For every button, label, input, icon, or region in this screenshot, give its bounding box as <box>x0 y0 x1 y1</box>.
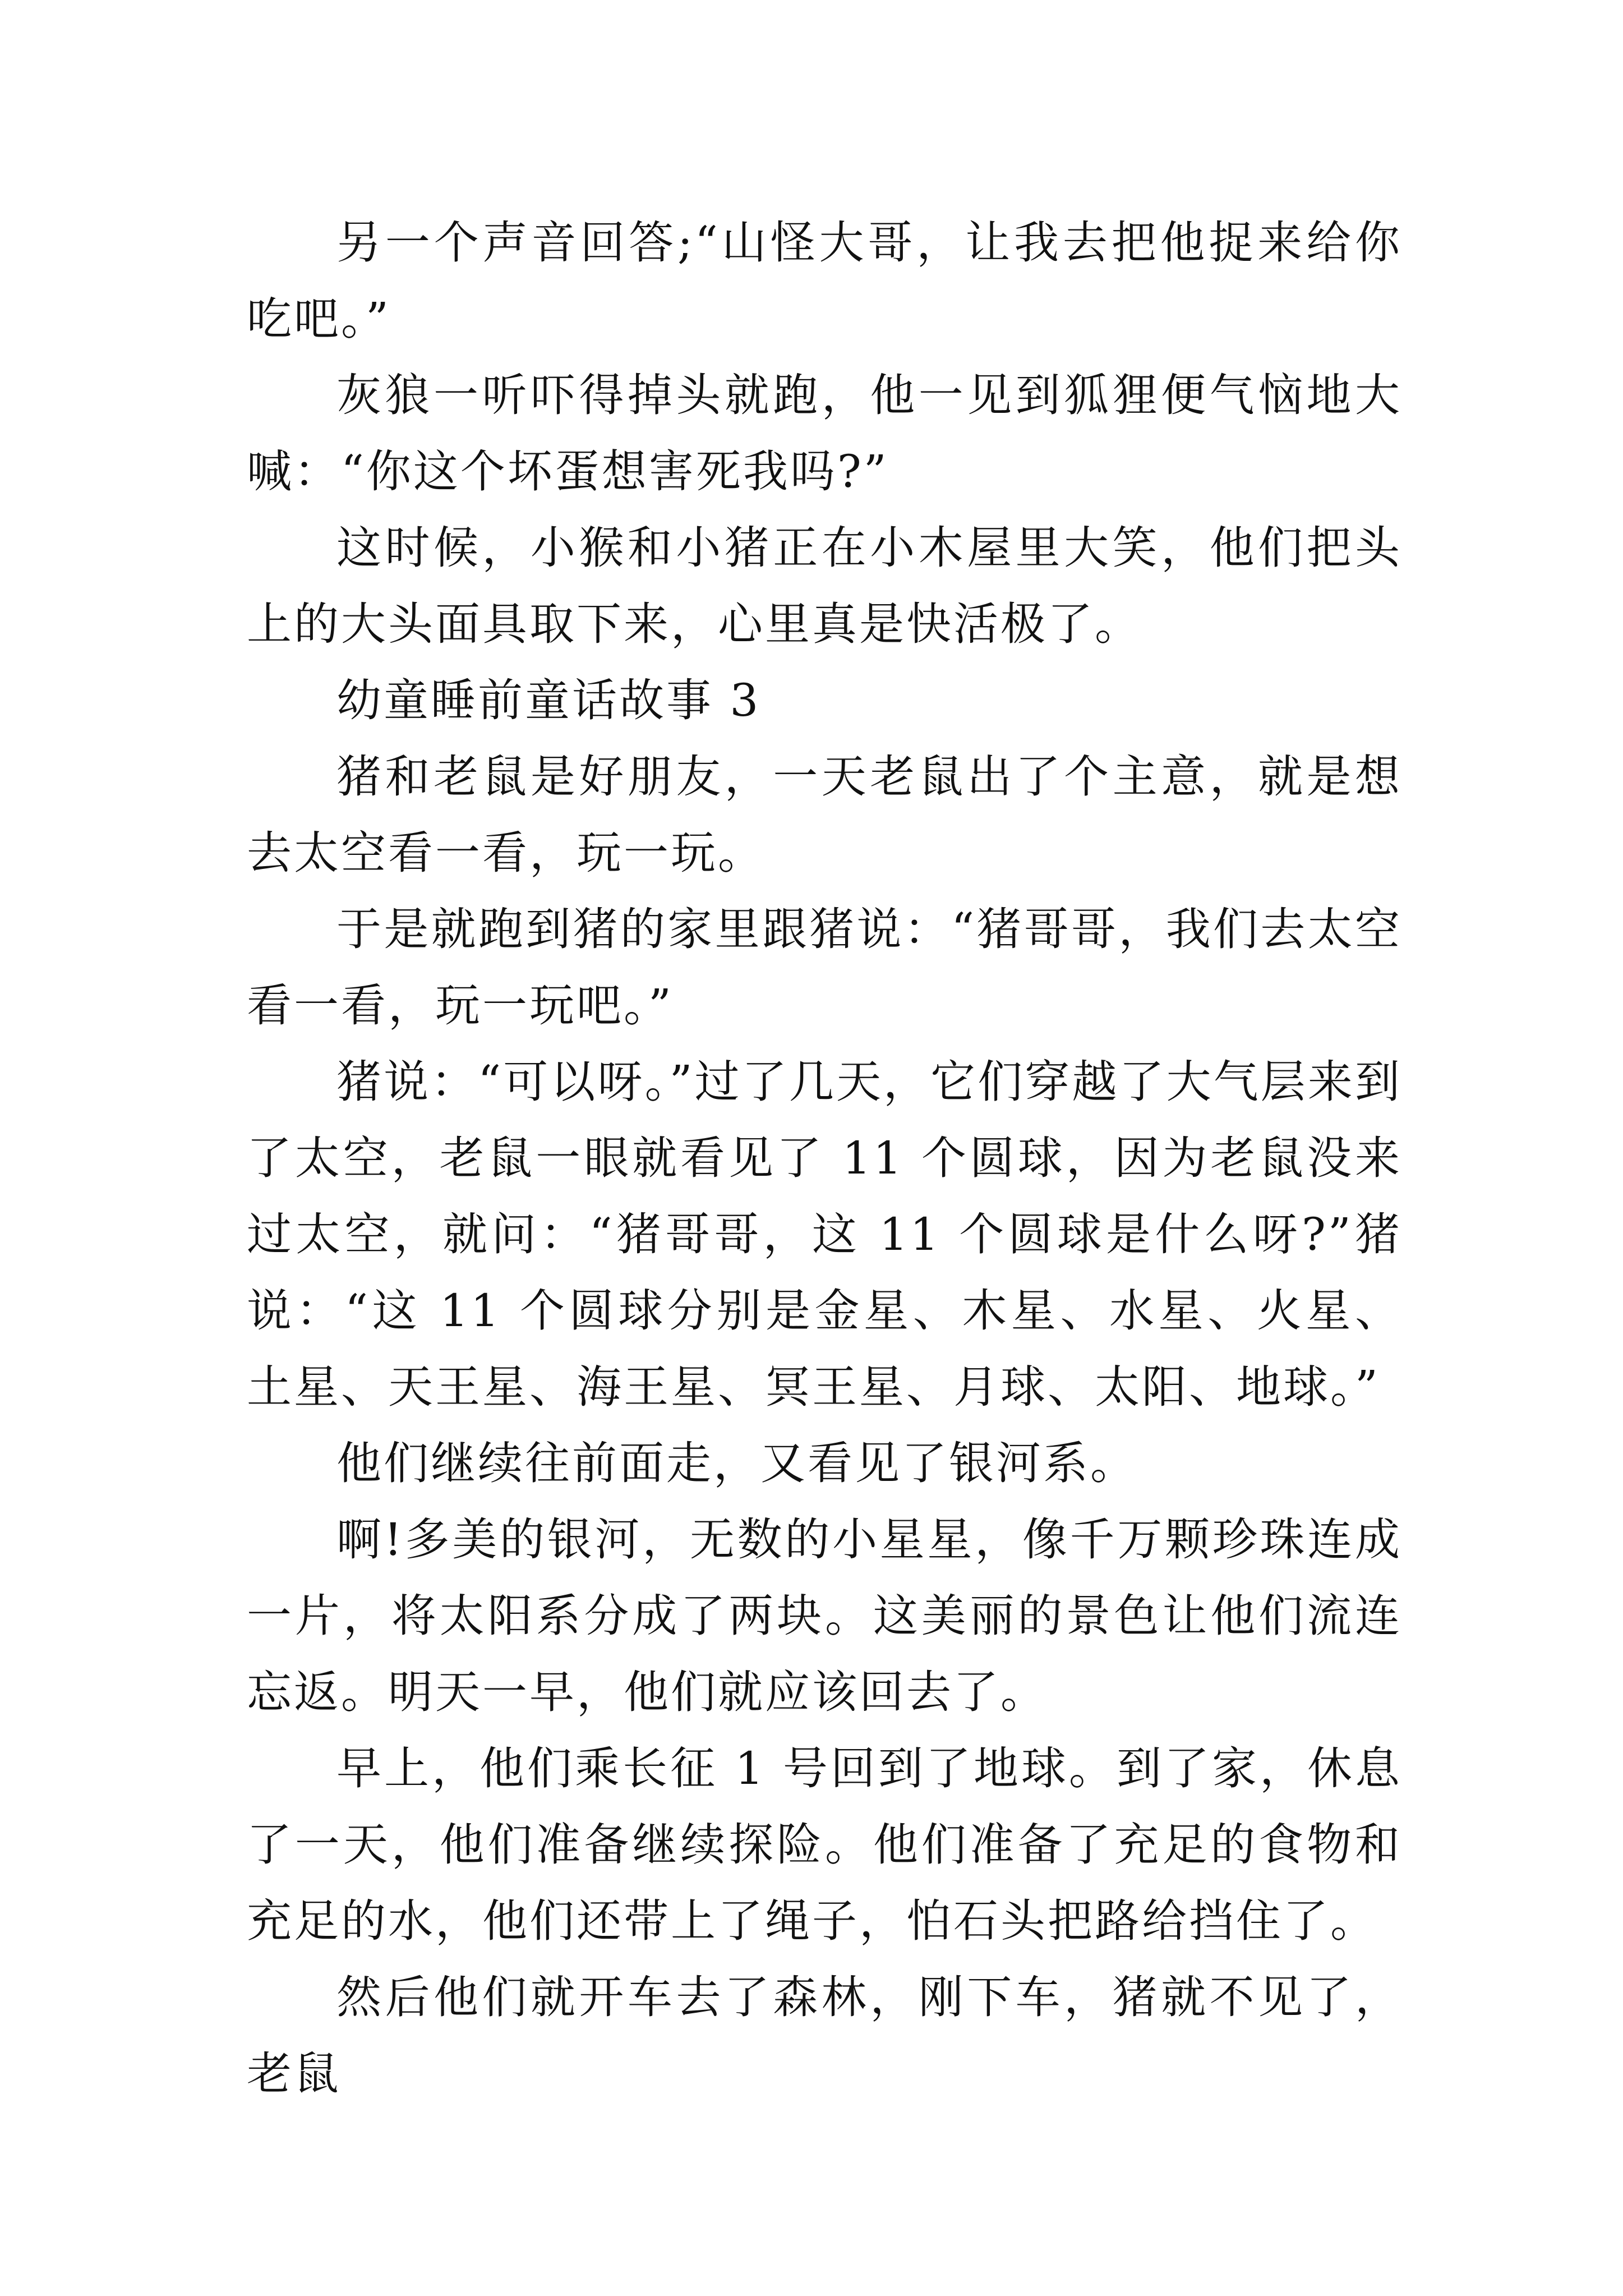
story-text <box>247 205 1402 2112</box>
paragraph-6: 于是就跑到猪的家里跟猪说：“猪哥哥，我们去太空看一看，玩一玩吧。” <box>247 903 1402 1032</box>
paragraph-2: 灰狼一听吓得掉头就跑，他一见到狐狸便气恼地大喊：“你这个坏蛋想害死我吗?” <box>247 369 1402 498</box>
paragraph-7: 猪说：“可以呀。”过了几天，它们穿越了大气层来到了太空，老鼠一眼就看见了 11 个圆球，因为老鼠没来过太空，就问：“猪哥哥，这 11 个圆球是什么呀?”猪说：“这 11 个圆球分别是金星、木星、水星、火星、土星、天王星、海王星、冥王星、月球、太阳、地球。” <box>247 1056 1402 1413</box>
paragraph-5: 猪和老鼠是好朋友，一天老鼠出了个主意，就是想去太空看一看，玩一玩。 <box>247 751 1402 879</box>
paragraph-8: 他们继续往前面走，又看见了银河系。 <box>336 1437 1137 1489</box>
paragraph-9: 啊!多美的银河，无数的小星星，像千万颗珍珠连成一片，将太阳系分成了两块。这美丽的景色让他们流连忘返。明天一早，他们就应该回去了。 <box>247 1513 1402 1718</box>
paragraph-1: 另一个声音回答;“山怪大哥，让我去把他捉来给你吃吧。” <box>247 217 1402 345</box>
paragraph-3: 这时候，小猴和小猪正在小木屋里大笑，他们把头上的大头面具取下来，心里真是快活极了。 <box>247 522 1402 650</box>
paragraph-10: 早上，他们乘长征 1 号回到了地球。到了家，休息了一天，他们准备继续探险。他们准备了充足的食物和充足的水，他们还带上了绳子，怕石头把路给挡住了。 <box>247 1742 1402 1947</box>
paragraph-11: 然后他们就开车去了森林，刚下车，猪就不见了，老鼠 <box>247 1971 1402 2100</box>
story-heading: 幼童睡前童话故事 3 <box>336 674 761 726</box>
